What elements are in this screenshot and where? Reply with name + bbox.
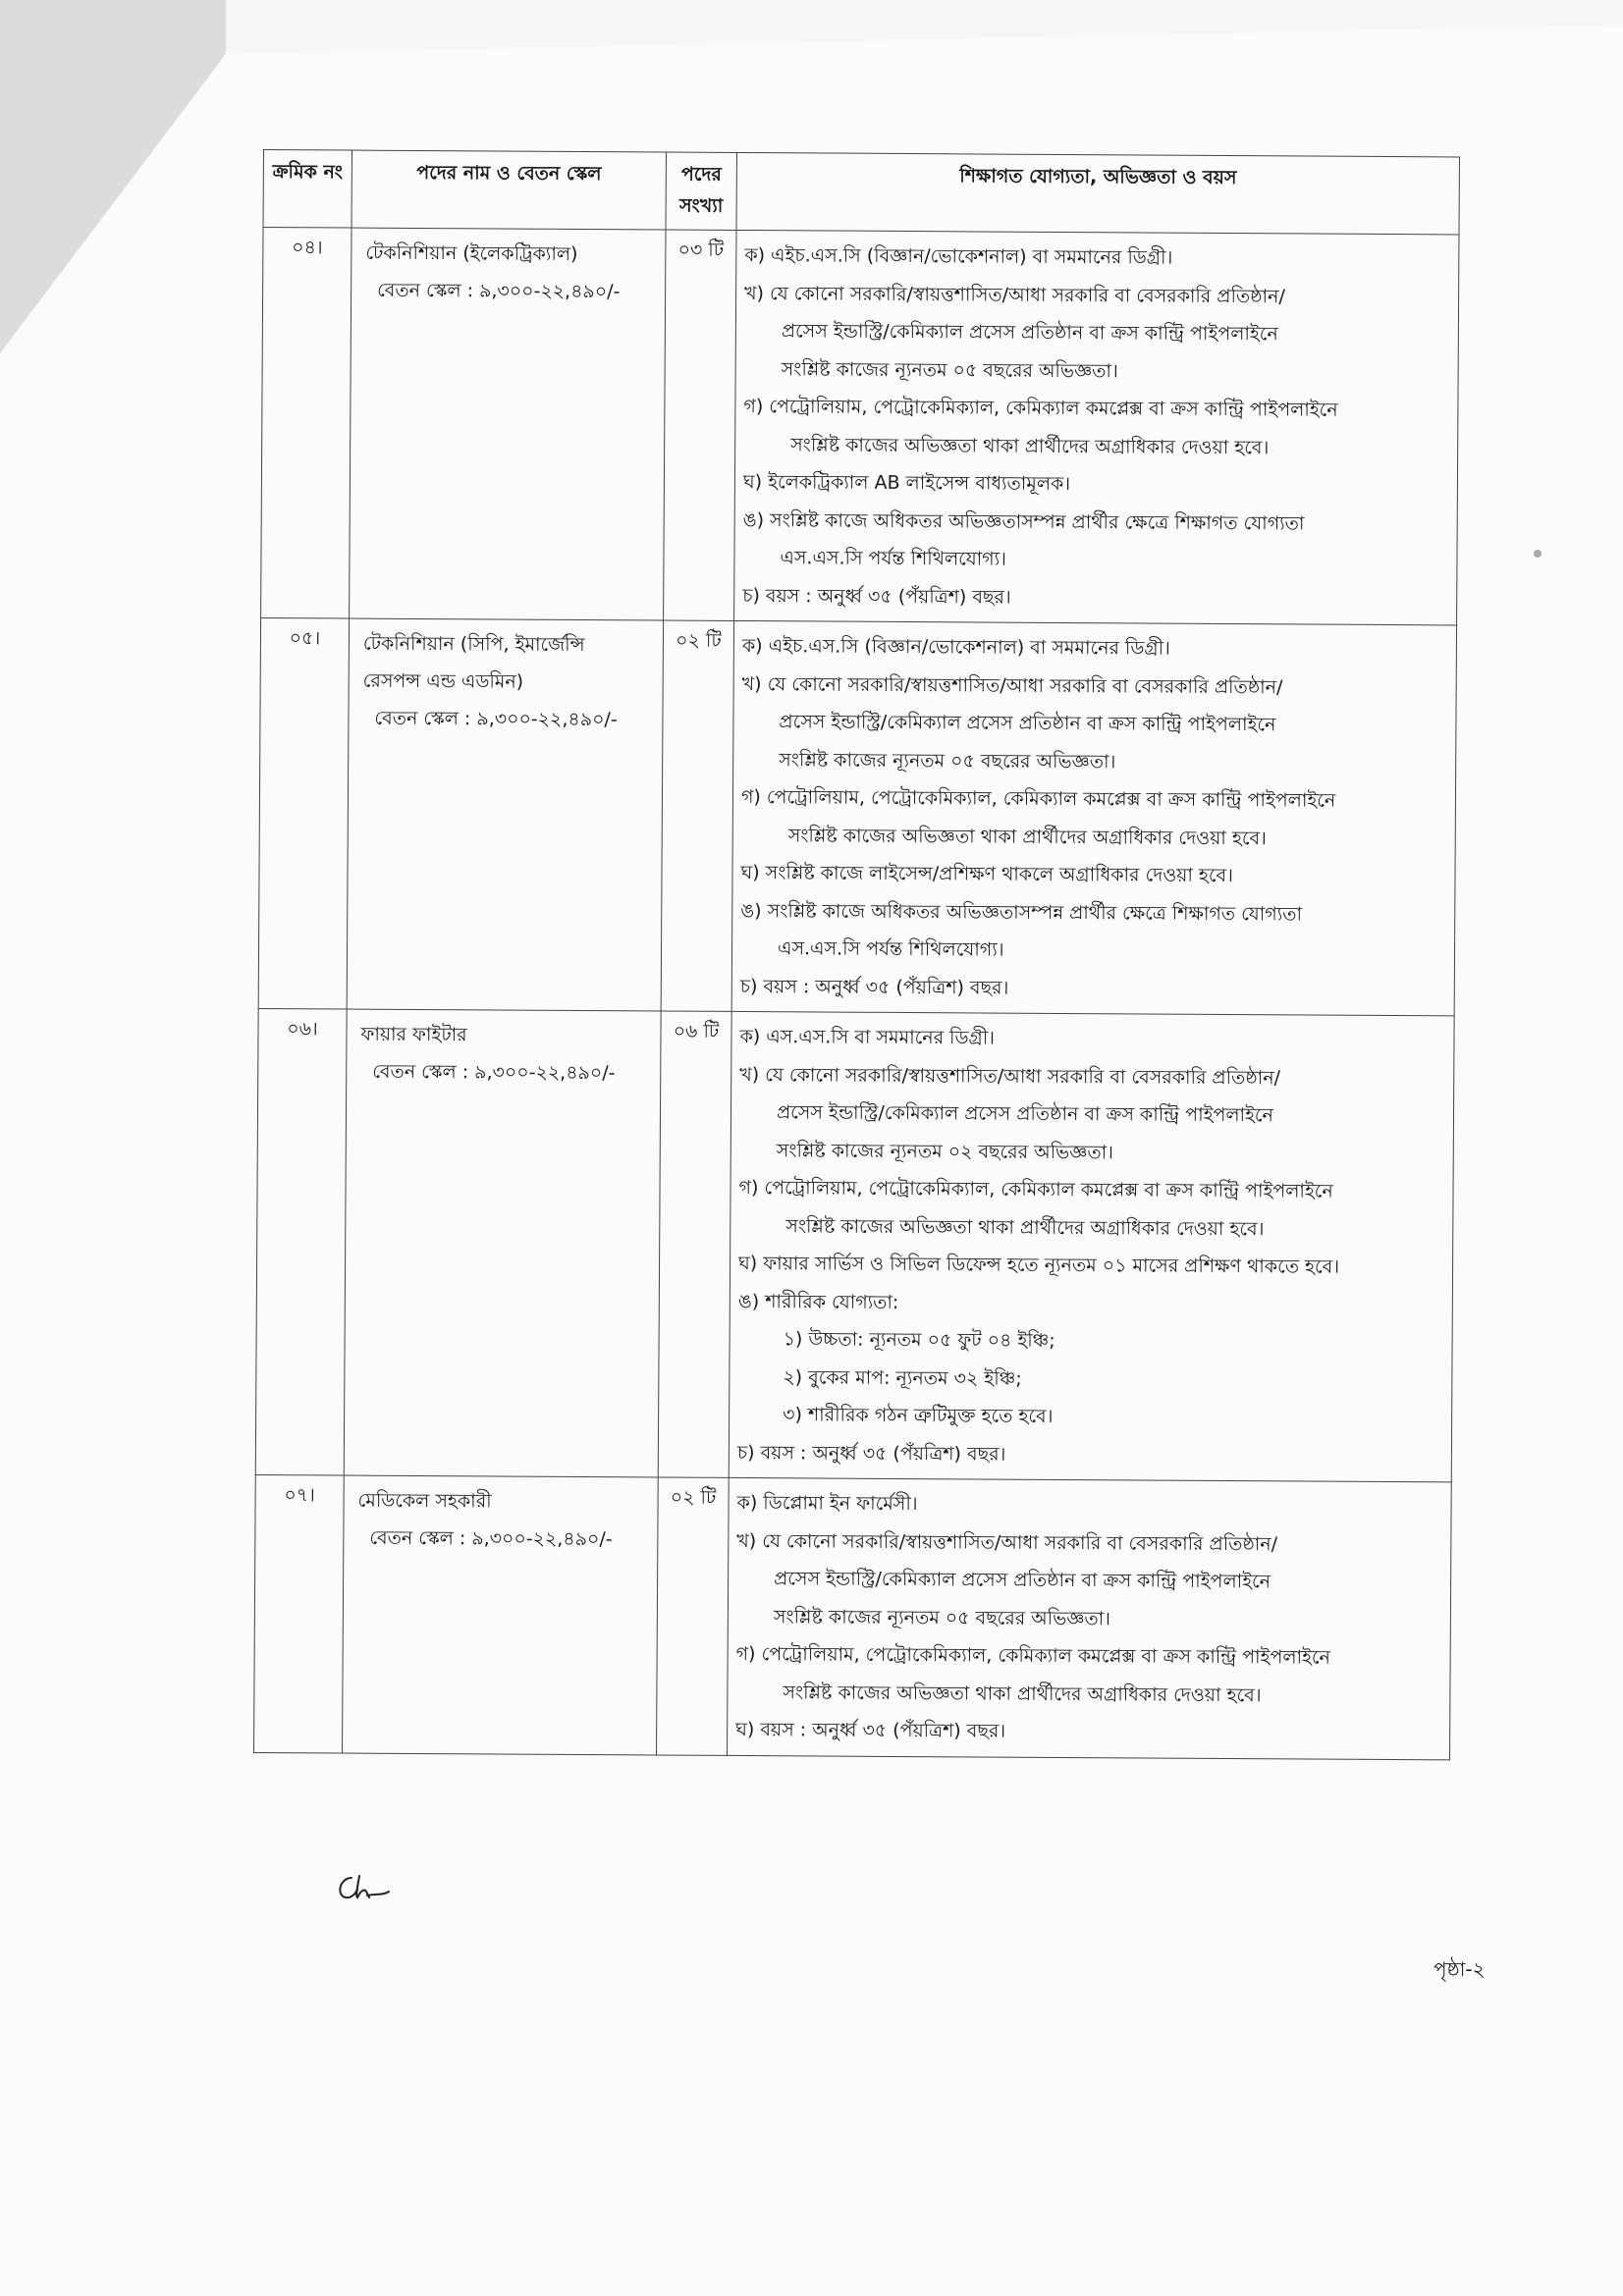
post-count-cell: ০৬ টি (658, 1011, 731, 1477)
post-cell (344, 1009, 661, 1477)
qualification-cell (729, 1011, 1454, 1481)
requirement-line: গ) পেট্রোলিয়াম, পেট্রোকেমিক্যাল, কেমিক্যাল কমপ্লেক্স বা ক্রস কান্ট্রি পাইপলাইনে (740, 785, 1336, 812)
post-count-cell: ০২ টি (661, 620, 733, 1011)
requirement-line: ঙ) সংশ্লিষ্ট কাজে অধিকতর অভিজ্ঞতাসম্পন্ন প্রার্থীর ক্ষেত্রে শিক্ষাগত যোগ্যতা (740, 899, 1303, 925)
requirement-line: ২) বুকের মাপ: ন্যূনতম ৩২ ইঞ্চি; (783, 1365, 1022, 1390)
requirement-line: সংশ্লিষ্ট কাজের অভিজ্ঞতা থাকা প্রার্থীদের অগ্রাধিকার দেওয়া হবে। (785, 1214, 1265, 1240)
requirement-line: খ) যে কোনো সরকারি/স্বায়ত্তশাসিত/আধা সরকারি বা বেসরকারি প্রতিষ্ঠান/ (739, 1063, 1281, 1089)
requirement-line: খ) যে কোনো সরকারি/স্বায়ত্তশাসিত/আধা সরকারি বা বেসরকারি প্রতিষ্ঠান/ (741, 672, 1283, 698)
requirement-line: প্রসেস ইন্ডাস্ট্রি/কেমিক্যাল প্রসেস প্রতিষ্ঠান বা ক্রস কান্ট্রি পাইপলাইনে (776, 1101, 1273, 1127)
requirement-line: সংশ্লিষ্ট কাজের অভিজ্ঞতা থাকা প্রার্থীদের অগ্রাধিকার দেওয়া হবে। (783, 1681, 1262, 1706)
table-row (254, 1474, 1452, 1759)
post-name: রেসপন্স এন্ড এডমিন) (362, 669, 524, 693)
pay-scale: বেতন স্কেল : ৯,৩০০-২২,৪৯০/- (372, 1060, 616, 1085)
requirement-line: ঙ) শারীরিক যোগ্যতা: (737, 1290, 899, 1313)
post-cell (343, 1475, 659, 1754)
pay-scale: বেতন স্কেল : ৯,৩০০-২২,৪৯০/- (377, 279, 621, 303)
requirement-line: ক) এইচ.এস.সি (বিজ্ঞান/ভোকেশনাল) বা সমমানের ডিগ্রী। (744, 243, 1173, 269)
requirement-line: ১) উচ্চতা: ন্যূনতম ০৫ ফুট ০৪ ইঞ্চি; (783, 1328, 1055, 1352)
requirement-line: খ) যে কোনো সরকারি/স্বায়ত্তশাসিত/আধা সরকারি বা বেসরকারি প্রতিষ্ঠান/ (744, 282, 1285, 307)
requirement-line: চ) বয়স : অনুর্ধ্ব ৩৫ (পঁয়ত্রিশ) বছর। (736, 1441, 1006, 1466)
requirement-line: গ) পেট্রোলিয়াম, পেট্রোকেমিক্যাল, কেমিক্যাল কমপ্লেক্স বা ক্রস কান্ট্রি পাইপলাইনে (738, 1176, 1333, 1202)
scan-speck (1534, 550, 1542, 558)
requirement-line: ঘ) ইলেকট্রিক্যাল AB লাইসেন্স বাধ্যতামূলক। (742, 470, 1071, 496)
requirement-line: সংশ্লিষ্ট কাজের ন্যূনতম ০৫ বছরের অভিজ্ঞতা। (779, 748, 1116, 773)
requirement-line: প্রসেস ইন্ডাস্ট্রি/কেমিক্যাল প্রসেস প্রতিষ্ঠান বা ক্রস কান্ট্রি পাইপলাইনে (774, 1568, 1271, 1593)
table-row (261, 228, 1459, 625)
post-name: টেকনিশিয়ান (সিপি, ইমার্জেন্সি (362, 632, 585, 657)
requirement-line: এস.এস.সি পর্যন্ত শিথিলযোগ্য। (777, 937, 1004, 961)
serial-cell: ০৬। (255, 1008, 347, 1475)
post-count-cell: ০৩ টি (664, 230, 736, 620)
qualification-cell (734, 230, 1459, 624)
requirement-line: এস.এস.সি পর্যন্ত শিথিলযোগ্য। (780, 547, 1007, 570)
requirement-line: সংশ্লিষ্ট কাজের অভিজ্ঞতা থাকা প্রার্থীদের অগ্রাধিকার দেওয়া হবে। (790, 433, 1270, 458)
requirement-line: ক) ডিপ্লোমা ইন ফার্মেসী। (736, 1491, 918, 1516)
post-cell (347, 618, 663, 1011)
page-number: পৃষ্ঠা-২ (1434, 1957, 1486, 1981)
requirement-line: সংশ্লিষ্ট কাজের ন্যূনতম ০৫ বছরের অভিজ্ঞতা। (773, 1605, 1111, 1629)
requirement-line: ঘ) সংশ্লিষ্ট কাজে লাইসেন্স/প্রশিক্ষণ থাকলে অগ্রাধিকার দেওয়া হবে। (740, 861, 1234, 887)
requirement-line: ক) এইচ.এস.সি (বিজ্ঞান/ভোকেশনাল) বা সমমানের ডিগ্রী। (741, 634, 1170, 660)
job-requirements-table (253, 149, 1460, 1760)
requirement-line: সংশ্লিষ্ট কাজের ন্যূনতম ০৫ বছরের অভিজ্ঞতা। (781, 357, 1118, 382)
post-name: টেকনিশিয়ান (ইলেকট্রিক্যাল) (365, 241, 578, 265)
serial-cell: ০৭। (254, 1474, 345, 1752)
serial-cell: ০৪। (261, 228, 352, 619)
table-header-row (263, 150, 1459, 235)
header-qualification: শিক্ষাগত যোগ্যতা, অভিজ্ঞতা ও বয়স (736, 152, 1459, 234)
requirement-line: সংশ্লিষ্ট কাজের ন্যূনতম ০২ বছরের অভিজ্ঞতা। (776, 1139, 1114, 1163)
requirement-line: চ) বয়স : অনুর্ধ্ব ৩৫ (পঁয়ত্রিশ) বছর। (739, 975, 1009, 999)
requirement-line: সংশ্লিষ্ট কাজের অভিজ্ঞতা থাকা প্রার্থীদের অগ্রাধিকার দেওয়া হবে। (787, 824, 1267, 849)
requirement-line: ক) এস.এস.সি বা সমমানের ডিগ্রী। (739, 1025, 996, 1049)
requirement-line: প্রসেস ইন্ডাস্ট্রি/কেমিক্যাল প্রসেস প্রতিষ্ঠান বা ক্রস কান্ট্রি পাইপলাইনে (781, 320, 1278, 346)
requirement-line: গ) পেট্রোলিয়াম, পেট্রোকেমিক্যাল, কেমিক্যাল কমপ্লেক্স বা ক্রস কান্ট্রি পাইপলাইনে (735, 1642, 1330, 1669)
signature-mark (332, 1870, 391, 1909)
post-name: মেডিকেল সহকারী (357, 1489, 492, 1513)
requirement-line: চ) বয়স : অনুর্ধ্ব ৩৫ (পঁয়ত্রিশ) বছর। (742, 584, 1011, 609)
requirement-line: ঘ) বয়স : অনুর্ধ্ব ৩৫ (পঁয়ত্রিশ) বছর। (735, 1718, 1006, 1742)
requirement-line: গ) পেট্রোলিয়াম, পেট্রোকেমিক্যাল, কেমিক্যাল কমপ্লেক্স বা ক্রস কান্ট্রি পাইপলাইনে (743, 395, 1338, 421)
requirement-line: ঘ) ফায়ার সার্ভিস ও সিভিল ডিফেন্স হতে ন্যূনতম ০১ মাসের প্রশিক্ষণ থাকতে হবে। (738, 1252, 1340, 1278)
table-row (258, 617, 1456, 1015)
pay-scale: বেতন স্কেল : ৯,৩০০-২২,৪৯০/- (369, 1526, 613, 1551)
requirement-line: ৩) শারীরিক গঠন ত্রুটিমুক্ত হতে হবে। (783, 1404, 1054, 1427)
serial-cell: ০৫। (258, 617, 349, 1009)
qualification-cell (731, 620, 1456, 1015)
header-serial: ক্রমিক নং (263, 150, 352, 229)
post-name: ফায়ার ফাইটার (360, 1023, 467, 1046)
pay-scale: বেতন স্কেল : ৯,৩০০-২২,৪৯০/- (374, 707, 618, 731)
requirement-line: প্রসেস ইন্ডাস্ট্রি/কেমিক্যাল প্রসেস প্রতিষ্ঠান বা ক্রস কান্ট্রি পাইপলাইনে (779, 711, 1276, 736)
header-post: পদের নাম ও বেতন স্কেল (352, 150, 666, 230)
table-row (255, 1008, 1454, 1481)
post-cell (350, 228, 666, 620)
requirement-line: ঙ) সংশ্লিষ্ট কাজে অধিকতর অভিজ্ঞতাসম্পন্ন প্রার্থীর ক্ষেত্রে শিক্ষাগত যোগ্যতা (742, 508, 1305, 534)
post-count-cell: ০২ টি (657, 1477, 730, 1755)
header-count: পদের সংখ্যা (666, 152, 736, 230)
qualification-cell (728, 1477, 1452, 1759)
requirement-line: খ) যে কোনো সরকারি/স্বায়ত্তশাসিত/আধা সরকারি বা বেসরকারি প্রতিষ্ঠান/ (736, 1529, 1278, 1555)
